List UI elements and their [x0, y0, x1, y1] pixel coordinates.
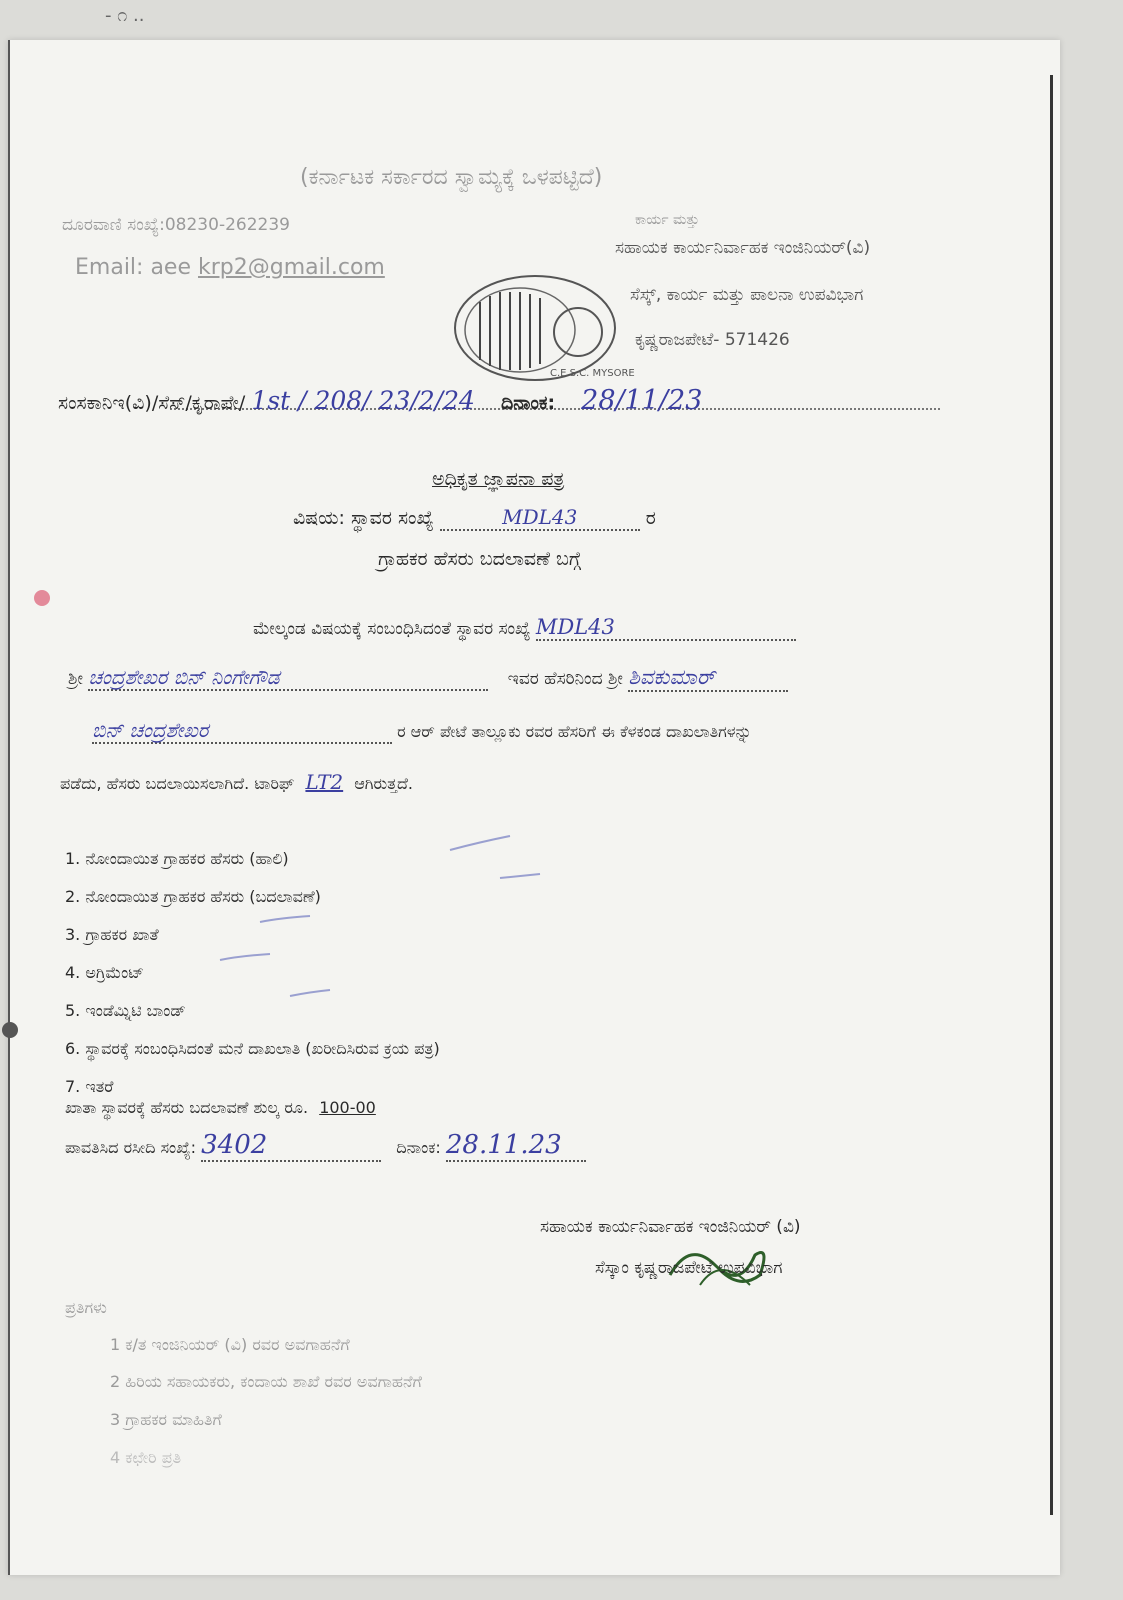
paragraph-line-3: [92, 718, 752, 744]
list-item: 4. ಅಗ್ರಿಮೆಂಟ್: [65, 963, 144, 982]
right-header-small: ಕಾರ್ಯ ಮತ್ತು: [635, 212, 700, 228]
copy-item: 4 ಕಛೇರಿ ಪ್ರತಿ: [110, 1448, 182, 1467]
reference-label: ಸಂಸಕಾನಿಇ(ವಿ)/ಸೆಸ್/ಕೃರಾಪೇ/: [58, 392, 246, 414]
date-label: ದಿನಾಂಕ:: [500, 392, 556, 414]
list-item: 1. ನೋಂದಾಯಿತ ಗ್ರಾಹಕರ ಹೆಸರು (ಹಾಲಿ): [65, 849, 289, 868]
paragraph-2-prefix: ಶ್ರೀ: [68, 669, 83, 689]
receipt-number: 3402: [201, 1130, 381, 1162]
document-sheet: [8, 40, 1060, 1575]
paragraph-4-text: ಪಡೆದು, ಹೆಸರು ಬದಲಾಯಿಸಲಾಗಿದೆ. ಟಾರಿಫ್: [60, 774, 295, 793]
paragraph-2-middle: ಇವರ ಹೆಸರಿನಿಂದ ಶ್ರೀ: [507, 669, 623, 689]
email-line: [75, 255, 385, 280]
right-header-line-1: ಸಹಾಯಕ ಕಾರ್ಯನಿರ್ವಾಹಕ ಇಂಜಿನಿಯರ್(ವಿ): [615, 238, 871, 258]
binder-clip-icon: [2, 1022, 18, 1038]
right-header-line-3: ಕೃಷ್ಣರಾಜಪೇಟೆ- 571426: [635, 330, 790, 350]
paragraph-1-installation: MDL43: [536, 615, 796, 641]
receipt-label: ಪಾವತಿಸಿದ ರಸೀದಿ ಸಂಖ್ಯೆ:: [65, 1138, 197, 1157]
signature-title: ಸಹಾಯಕ ಕಾರ್ಯನಿರ್ವಾಹಕ ಇಂಜಿನಿಯರ್ (ವಿ): [540, 1217, 801, 1237]
phone-number: ದೂರವಾಣಿ ಸಂಖ್ಯೆ:08230-262239: [62, 215, 290, 235]
list-item: 6. ಸ್ಥಾವರಕ್ಕೆ ಸಂಬಂಧಿಸಿದಂತೆ ಮನೆ ದಾಖಲಾತಿ (ಖರೀದಿಸಿರುವ ಕ್ರಯ ಪತ್ರ): [65, 1039, 440, 1058]
date-value: 28/11/23: [581, 385, 703, 416]
tariff-value: LT2: [305, 770, 344, 794]
list-item: 2. ನೋಂದಾಯಿತ ಗ್ರಾಹಕರ ಹೆಸರು (ಬದಲಾವಣೆ): [65, 887, 321, 906]
receipt-date-label: ದಿನಾಂಕ:: [396, 1138, 441, 1157]
fee-line: [65, 1098, 376, 1118]
subject-line: [293, 505, 656, 531]
previous-consumer-name: ಚಂದ್ರಶೇಖರ ಬಿನ್ ನಿಂಗೇಗೌಡ: [88, 665, 488, 691]
list-item: 7. ಇತರೆ: [65, 1077, 114, 1096]
documents-list: [65, 840, 440, 1106]
paragraph-4-end: ಆಗಿರುತ್ತದೆ.: [354, 774, 414, 793]
copy-item: 3 ಗ್ರಾಹಕರ ಮಾಹಿತಿಗೆ: [110, 1410, 222, 1429]
reference-line: [58, 385, 702, 416]
copy-item: 2 ಹಿರಿಯ ಸಹಾಯಕರು, ಕಂದಾಯ ಶಾಖೆ ರವರ ಅವಗಾಹನೆಗೆ: [110, 1372, 422, 1391]
email-label: Email: aee: [75, 255, 191, 280]
subject-installation-number: MDL43: [440, 505, 640, 531]
subject-suffix: ರ: [645, 507, 656, 529]
signature-office: ಸೆಸ್ಕಾಂ ಕೃಷ್ಣರಾಜಪೇಟೆ ಉಪವಿಭಾಗ: [595, 1258, 783, 1278]
checkmark-dashes: [440, 830, 560, 1010]
email-value[interactable]: krp2@gmail.com: [198, 255, 385, 280]
top-corner-note: - ೧ ..: [105, 5, 145, 26]
receipt-date: 28.11.23: [446, 1130, 586, 1162]
right-header-line-2: ಸೆಸ್ಕ್, ಕಾರ್ಯ ಮತ್ತು ಪಾಲನಾ ಉಪವಿಭಾಗ: [630, 285, 864, 305]
office-name: (ಕರ್ನಾಟಕ ಸರ್ಕಾರದ ಸ್ವಾಮ್ಯಕ್ಕೆ ಒಳಪಟ್ಟಿದೆ): [300, 165, 603, 190]
fee-label: ಖಾತಾ ಸ್ಥಾವರಕ್ಕೆ ಹೆಸರು ಬದಲಾವಣೆ ಶುಲ್ಕ ರೂ.: [65, 1098, 309, 1117]
new-consumer-name: ಶಿವಕುಮಾರ್: [628, 665, 788, 692]
copies-label: ಪ್ರತಿಗಳು: [65, 1298, 107, 1317]
copy-item: 1 ಕ/ತ ಇಂಜಿನಿಯರ್ (ವಿ) ರವರ ಅವಗಾಹನೆಗೆ: [110, 1335, 350, 1354]
new-consumer-name-continued: ಬಿನ್ ಚಂದ್ರಶೇಖರ: [92, 718, 392, 744]
paragraph-line-1: [253, 615, 796, 641]
paper-edge: [1050, 75, 1053, 1515]
list-item: 3. ಗ್ರಾಹಕರ ಖಾತೆ: [65, 925, 159, 944]
paragraph-line-2: [68, 665, 788, 692]
reference-number: 1st / 208/ 23/2/24: [251, 386, 475, 415]
company-logo-seal: [450, 272, 635, 384]
list-item: 5. ಇಂಡೆಮ್ನಿಟಿ ಬಾಂಡ್: [65, 1001, 186, 1020]
paragraph-line-4: [60, 770, 413, 794]
subject-line-2: ಗ್ರಾಹಕರ ಹೆಸರು ಬದಲಾವಣೆ ಬಗ್ಗೆ: [378, 548, 581, 570]
receipt-line: [65, 1130, 586, 1162]
subject-label: ವಿಷಯ: ಸ್ಥಾವರ ಸಂಖ್ಯೆ: [293, 507, 434, 529]
paragraph-3-text: ರ ಆರ್ ಪೇಟೆ ತಾಲ್ಲೂಕು ರವರ ಹೆಸರಿಗೆ ಈ ಕೆಳಕಂಡ ದಾಖಲಾತಿಗಳನ್ನು: [397, 722, 752, 741]
doc-title: ಅಧಿಕೃತ ಜ್ಞಾಪನಾ ಪತ್ರ: [432, 468, 565, 490]
fee-value: 100-00: [319, 1098, 376, 1117]
stamp-text: C.E.S.C. MYSORE: [550, 368, 635, 379]
paragraph-1-text: ಮೇಲ್ಕಂಡ ವಿಷಯಕ್ಕೆ ಸಂಬಂಧಿಸಿದಂತೆ ಸ್ಥಾವರ ಸಂಖ್ಯೆ: [253, 619, 531, 639]
binder-pin-icon: [34, 590, 50, 606]
